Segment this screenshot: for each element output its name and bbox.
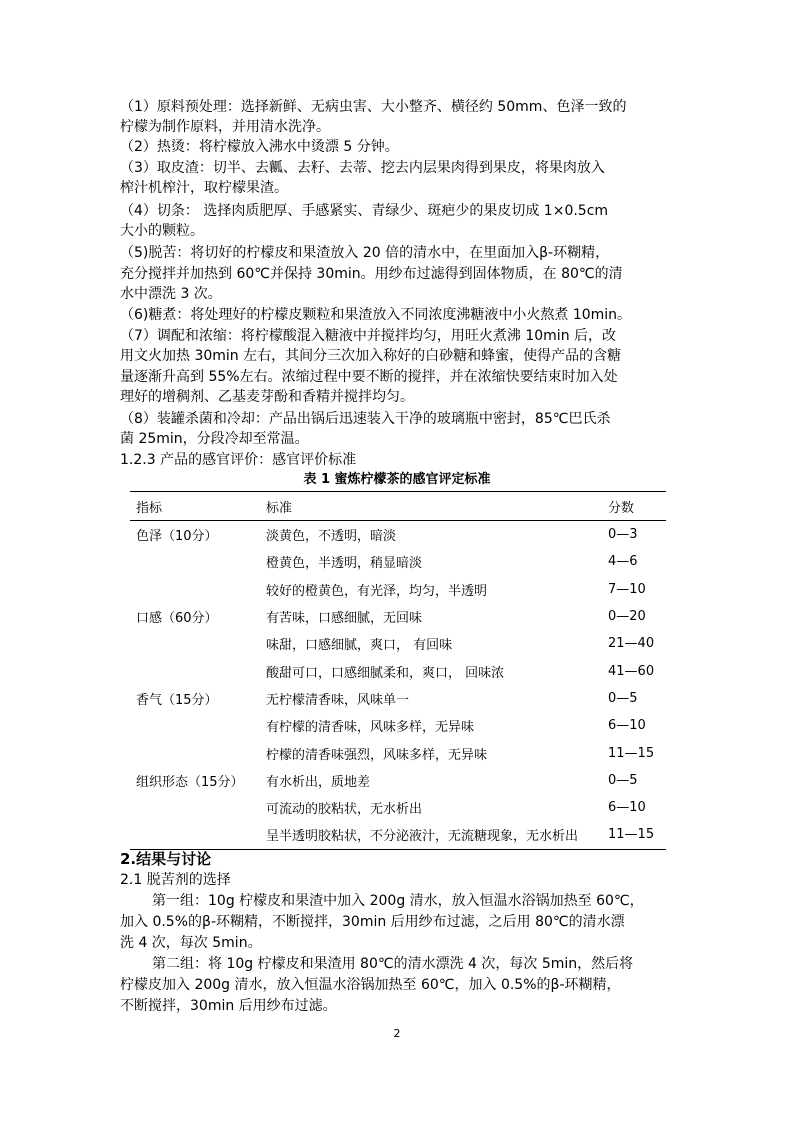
paragraph-line: 量逐渐升高到 55%左右。浓缩过程中要不断的搅拌，并在浓缩快要结束时加入处 bbox=[120, 369, 618, 385]
paragraph-line: （4）切条： 选择肉质肥厚、手感紧实、青绿少、斑疤少的果皮切成 1×0.5cm bbox=[120, 203, 609, 219]
table-cell bbox=[130, 739, 260, 766]
table-cell: 6—10 bbox=[608, 718, 646, 734]
table-row bbox=[130, 603, 666, 630]
table-cell: 组织形态（15分） bbox=[136, 774, 244, 790]
page-number: 2 bbox=[393, 1027, 401, 1040]
table-cell: 21—40 bbox=[608, 636, 655, 652]
table-cell: 色泽（10分） bbox=[136, 529, 218, 545]
table-caption: 表 1 蜜炼柠檬茶的感官评定标准 bbox=[303, 472, 491, 487]
paragraph-line: （2）热烫：将柠檬放入沸水中烫漂 5 分钟。 bbox=[120, 139, 399, 155]
table-cell: 0—5 bbox=[608, 690, 638, 706]
paragraph-line: 大小的颗粒。 bbox=[120, 223, 204, 239]
table-cell: 11—15 bbox=[608, 745, 655, 761]
paragraph-line: 充分搅拌并加热到 60℃并保持 30min。用纱布过滤得到固体物质，在 80℃的清 bbox=[120, 266, 623, 282]
table-cell: 0—20 bbox=[608, 609, 646, 625]
paragraph-line: （1）原料预处理：选择新鲜、无病虫害、大小整齐、横径约 50mm、色泽一致的 bbox=[120, 99, 627, 115]
table-cell: 有水析出，质地差 bbox=[266, 774, 371, 790]
paragraph-line: 理好的增稠剂、乙基麦芽酚和香精并搅拌均匀。 bbox=[120, 389, 414, 405]
table-cell: 4—6 bbox=[608, 554, 638, 570]
table-cell: 有苦味，口感细腻，无回味 bbox=[266, 611, 423, 627]
paragraph-line: 柠檬皮加入 200g 清水，放入恒温水浴锅加热至 60℃，加入 0.5%的β-环糊精， bbox=[120, 977, 621, 993]
table-cell: 0—5 bbox=[608, 772, 638, 788]
table-cell: 无柠檬清香味，风味单一 bbox=[266, 692, 410, 708]
table-cell: 柠檬的清香味强烈，风味多样，无异味 bbox=[266, 747, 488, 763]
table-cell bbox=[130, 712, 260, 739]
paragraph-line: 水中漂洗 3 次。 bbox=[120, 286, 222, 302]
table-row bbox=[130, 548, 666, 575]
table-cell: 11—15 bbox=[602, 821, 666, 849]
paragraph-line: 第一组：10g 柠檬皮和果渣中加入 200g 清水，放入恒温水浴锅加热至 60℃， bbox=[152, 893, 644, 909]
paragraph-line: （8）装罐杀菌和冷却：产品出锅后迅速装入干净的玻璃瓶中密封，85℃巴氏杀 bbox=[120, 411, 611, 427]
table-cell bbox=[130, 548, 260, 575]
table-cell bbox=[130, 630, 260, 657]
sensory-evaluation-table bbox=[130, 491, 666, 850]
table-cell: 香气（15分） bbox=[136, 692, 218, 708]
column-header: 指标 bbox=[130, 492, 260, 521]
table-cell bbox=[130, 821, 260, 849]
table-row bbox=[130, 821, 666, 849]
paragraph-line: 柠檬为制作原料，并用清水洗净。 bbox=[120, 119, 330, 135]
table-cell bbox=[130, 576, 260, 603]
table-row bbox=[130, 739, 666, 766]
table-cell: 0—3 bbox=[608, 527, 638, 543]
table-cell bbox=[130, 794, 260, 821]
paragraph-line: 加入 0.5%的β-环糊精，不断搅拌，30min 后用纱布过滤，之后用 80℃的清水漂 bbox=[120, 914, 625, 930]
paragraph-line: 洗 4 次，每次 5min。 bbox=[120, 935, 262, 951]
table-row bbox=[130, 712, 666, 739]
column-header: 标准 bbox=[260, 492, 602, 521]
table-row bbox=[130, 657, 666, 684]
column-header: 分数 bbox=[602, 492, 666, 521]
paragraph-line: （7）调配和浓缩：将柠檬酸混入糖液中并搅拌均匀，用旺火煮沸 10min 后，改 bbox=[120, 328, 617, 344]
table-row bbox=[130, 521, 666, 549]
table-row bbox=[130, 794, 666, 821]
table-row bbox=[130, 576, 666, 603]
section-heading: 2.结果与讨论 bbox=[120, 850, 212, 868]
table-cell: 橙黄色，半透明，稍显暗淡 bbox=[266, 556, 423, 572]
paragraph-line: 第二组：将 10g 柠檬皮和果渣用 80℃的清水漂洗 4 次，每次 5min，然后将 bbox=[152, 956, 634, 972]
table-cell: 酸甜可口，口感细腻柔和，爽口， 回味浓 bbox=[266, 665, 505, 681]
paragraph-line: 用文火加热 30min 左右，其间分三次加入称好的白砂糖和蜂蜜，使得产品的含糖 bbox=[120, 348, 622, 364]
table-row bbox=[130, 630, 666, 657]
paragraph-line: 不断搅拌，30min 后用纱布过滤。 bbox=[120, 998, 337, 1014]
table-cell: 7—10 bbox=[608, 581, 646, 597]
paragraph-line: （6)糖煮：将处理好的柠檬皮颗粒和果渣放入不同浓度沸糖液中小火熬煮 10min。 bbox=[120, 307, 632, 323]
subsection-heading: 2.1 脱苦剂的选择 bbox=[120, 872, 231, 888]
table-cell: 口感（60分） bbox=[136, 611, 218, 627]
table-cell: 淡黄色，不透明，暗淡 bbox=[266, 529, 397, 545]
table-cell: 6—10 bbox=[608, 800, 646, 816]
table-cell: 有柠檬的清香味，风味多样，无异味 bbox=[266, 720, 475, 736]
table-cell: 41—60 bbox=[608, 663, 655, 679]
table-cell: 味甜，口感细腻，爽口， 有回味 bbox=[266, 638, 453, 654]
paragraph-line: （5)脱苦：将切好的柠檬皮和果渣放入 20 倍的清水中，在里面加入β-环糊精， bbox=[120, 245, 610, 261]
table-cell bbox=[130, 657, 260, 684]
table-header-row bbox=[130, 492, 666, 521]
table-cell: 较好的橙黄色，有光泽，均匀，半透明 bbox=[266, 583, 488, 599]
table-cell: 可流动的胶粘状，无水析出 bbox=[266, 802, 423, 818]
subsection-heading: 1.2.3 产品的感官评价：感官评价标准 bbox=[120, 452, 357, 468]
table-row bbox=[130, 767, 666, 794]
table-cell: 呈半透明胶粘状，不分泌液汁，无流糖现象，无水析出 bbox=[260, 821, 602, 849]
paragraph-line: 榨汁机榨汁，取柠檬果渣。 bbox=[120, 180, 288, 196]
table-row bbox=[130, 685, 666, 712]
paragraph-line: 菌 25min，分段冷却至常温。 bbox=[120, 431, 309, 447]
paragraph-line: （3）取皮渣：切半、去瓤、去籽、去蒂、挖去内层果肉得到果皮，将果肉放入 bbox=[120, 160, 605, 176]
